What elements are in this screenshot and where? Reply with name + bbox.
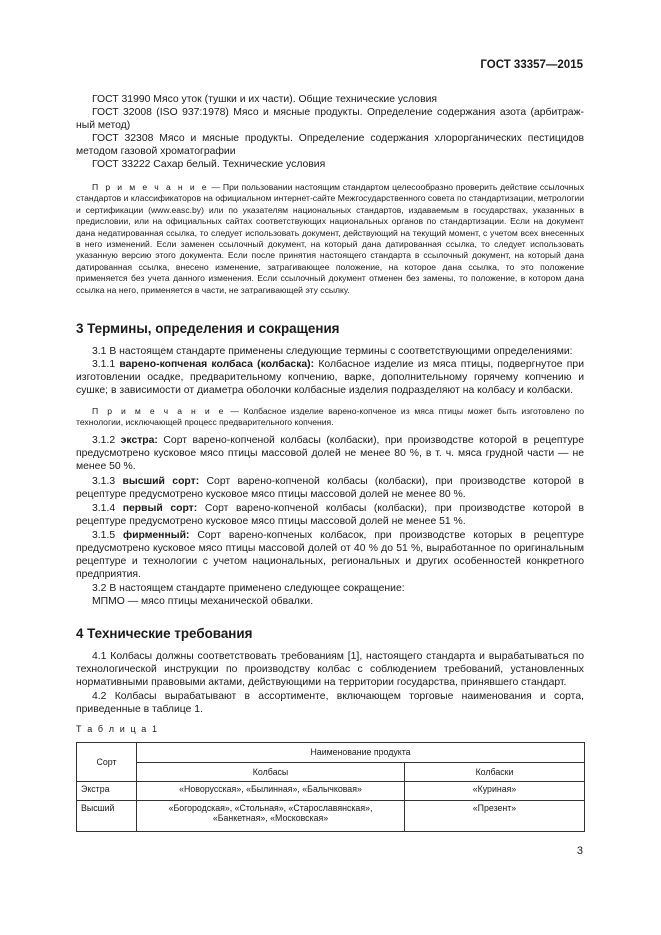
table-caption: Т а б л и ц а 1 [76,724,159,734]
table-1 [76,742,585,832]
term-name: первый сорт: [122,503,198,514]
term-number: 3.1.2 [92,435,121,446]
table-subheader-row [77,762,585,782]
ref-gost-32308: ГОСТ 32308 Мясо и мясные продукты. Определение содержания хлорорганических пестицидов методом газовой хроматографии [76,133,584,157]
term-number: 3.1.4 [92,503,123,514]
table-row [77,801,585,832]
note-references [76,182,584,296]
section-3-title: 3 Термины, определения и сокращения [76,321,340,336]
term-definition: Колбасное изделие из мяса птицы, подвергнутое при изготовлении осадке, предварительному копчению, варке, дополнительному горячему копчению и сушке; в зависимости от диаметра оболочки колбасные изделия подразделяют на колбасу и колбаски. [76,359,584,396]
term-definition: Сорт варено-копченых колбасок, при производстве которых в рецептуре предусмотрено кусковое мясо птицы массовой долей от 40 % до 51 %, выработанное по оригинальным рецептуре и технологии с учетом национальных, региональных и других особенностей конкретного предприятия. [76,530,584,580]
term-number: 3.1.3 [92,476,123,487]
table-row [77,782,585,801]
term-name: фирменный: [123,530,190,541]
cell-kolbasy: «Новорусская», «Былинная», «Балычковая» [137,782,405,801]
header-kolbasy: Колбасы [137,762,405,782]
cell-kolbaski: «Куриная» [405,782,585,801]
table-header-row [77,743,585,763]
abbreviation-mpmo: МПМО — мясо птицы механической обвалки. [92,596,314,607]
para-3-1-1 [76,358,584,397]
note-text: — При пользовании настоящим стандартом целесообразно проверить действие ссылочных стандартов и классификаторов на официальном интернет-сайте Межгосударственного совета по стандартизации, метрологии и сертификации (www.easc.by) или по указателям национальных стандартов, издаваемым в государствах, указанных в предисловии, или на официальных сайтах соответствующих национальных органов по стандартизации. Если на документ дана недатированная ссылка, то следует использовать документ, действующий на текущий момент, с учетом всех внесенных в него изменений. Если заменен ссылочный документ, на который дана датированная ссылка, то следует использовать указанную версию этого документа. Если после принятия настоящего стандарта в ссылочный документ, на который дана датированная ссылка, внесено изменение, затрагивающее положение, на которое дана ссылка, то это положение применяется без учета данного изменения. Если ссылочный документ отменен без замены, то положение, в котором дана ссылка на него, применяется в части, не затрагивающей эту ссылку. [76,182,584,295]
term-number: 3.1.1 [92,359,120,370]
para-3-1: 3.1 В настоящем стандарте применены следующие термины с соответствующими определениями: [92,346,573,357]
ref-gost-32008: ГОСТ 32008 (ISO 937:1978) Мясо и мясные продукты. Определение содержания азота (арбитраж-ный метод) [76,107,584,131]
term-number: 3.1.5 [92,530,124,541]
document-code: ГОСТ 33357—2015 [480,59,583,71]
header-product-name: Наименование продукта [137,743,585,763]
header-sort: Сорт [77,743,137,782]
note-label: П р и м е ч а н и е [92,182,209,192]
cell-kolbasy: «Богородская», «Стольная», «Старославянская», «Банкетная», «Московская» [137,801,405,832]
ref-gost-31990: ГОСТ 31990 Мясо уток (тушки и их части). Общие технические условия [92,94,438,105]
term-definition: Сорт варено-копченой колбасы (колбаски), при производстве которой в рецептуре предусмотрено кусковое мясо птицы массовой долей не менее 80 %. [76,476,585,500]
term-name: варено-копченая колбаса (колбаска): [119,359,315,370]
cell-sort: Высший [77,801,137,832]
ref-gost-33222: ГОСТ 33222 Сахар белый. Технические условия [92,159,326,170]
page-number: 3 [576,845,583,857]
para-3-1-3 [76,475,584,501]
term-name: высший сорт: [122,476,200,487]
para-3-1-5 [76,529,584,581]
cell-sort: Экстра [77,782,137,801]
note-text: — Колбасное изделие варено-копченое из мяса птицы может быть изготовлено по технологии, исключающей процесс предварительного копчения. [76,406,584,428]
cell-kolbaski: «Презент» [405,801,585,832]
note-label: П р и м е ч а н и е [92,406,226,416]
note-term [76,406,584,429]
para-4-2: 4.2 Колбасы вырабатывают в ассортименте, включающем торговые наименования и сорта, приведенные в таблице 1. [76,691,584,715]
para-4-1: 4.1 Колбасы должны соответствовать требованиям [1], настоящего стандарта и вырабатываться по технологической инструкции по производству колбас с соблюдением требований, установленных нормативными правовыми актами, действующими на территории государства, принявшего стандарт. [76,651,584,688]
para-3-1-4 [76,502,584,528]
term-name: экстра: [120,435,158,446]
para-3-2: 3.2 В настоящем стандарте применено следующее сокращение: [92,583,405,594]
para-3-1-2 [76,434,584,473]
header-kolbaski: Колбаски [405,762,585,782]
term-definition: Сорт варено-копченой колбасы (колбаски), при производстве которой в рецептуре предусмотрено кусковое мясо птицы массовой долей не менее 80 %, в т. ч. мяса грудной части — не менее 50 %. [76,435,584,472]
term-definition: Сорт варено-копченой колбасы (колбаски), при производстве которой в рецептуре предусмотрено кусковое мясо птицы массовой долей не менее 51 %. [76,503,584,527]
section-4-title: 4 Технические требования [76,626,253,641]
